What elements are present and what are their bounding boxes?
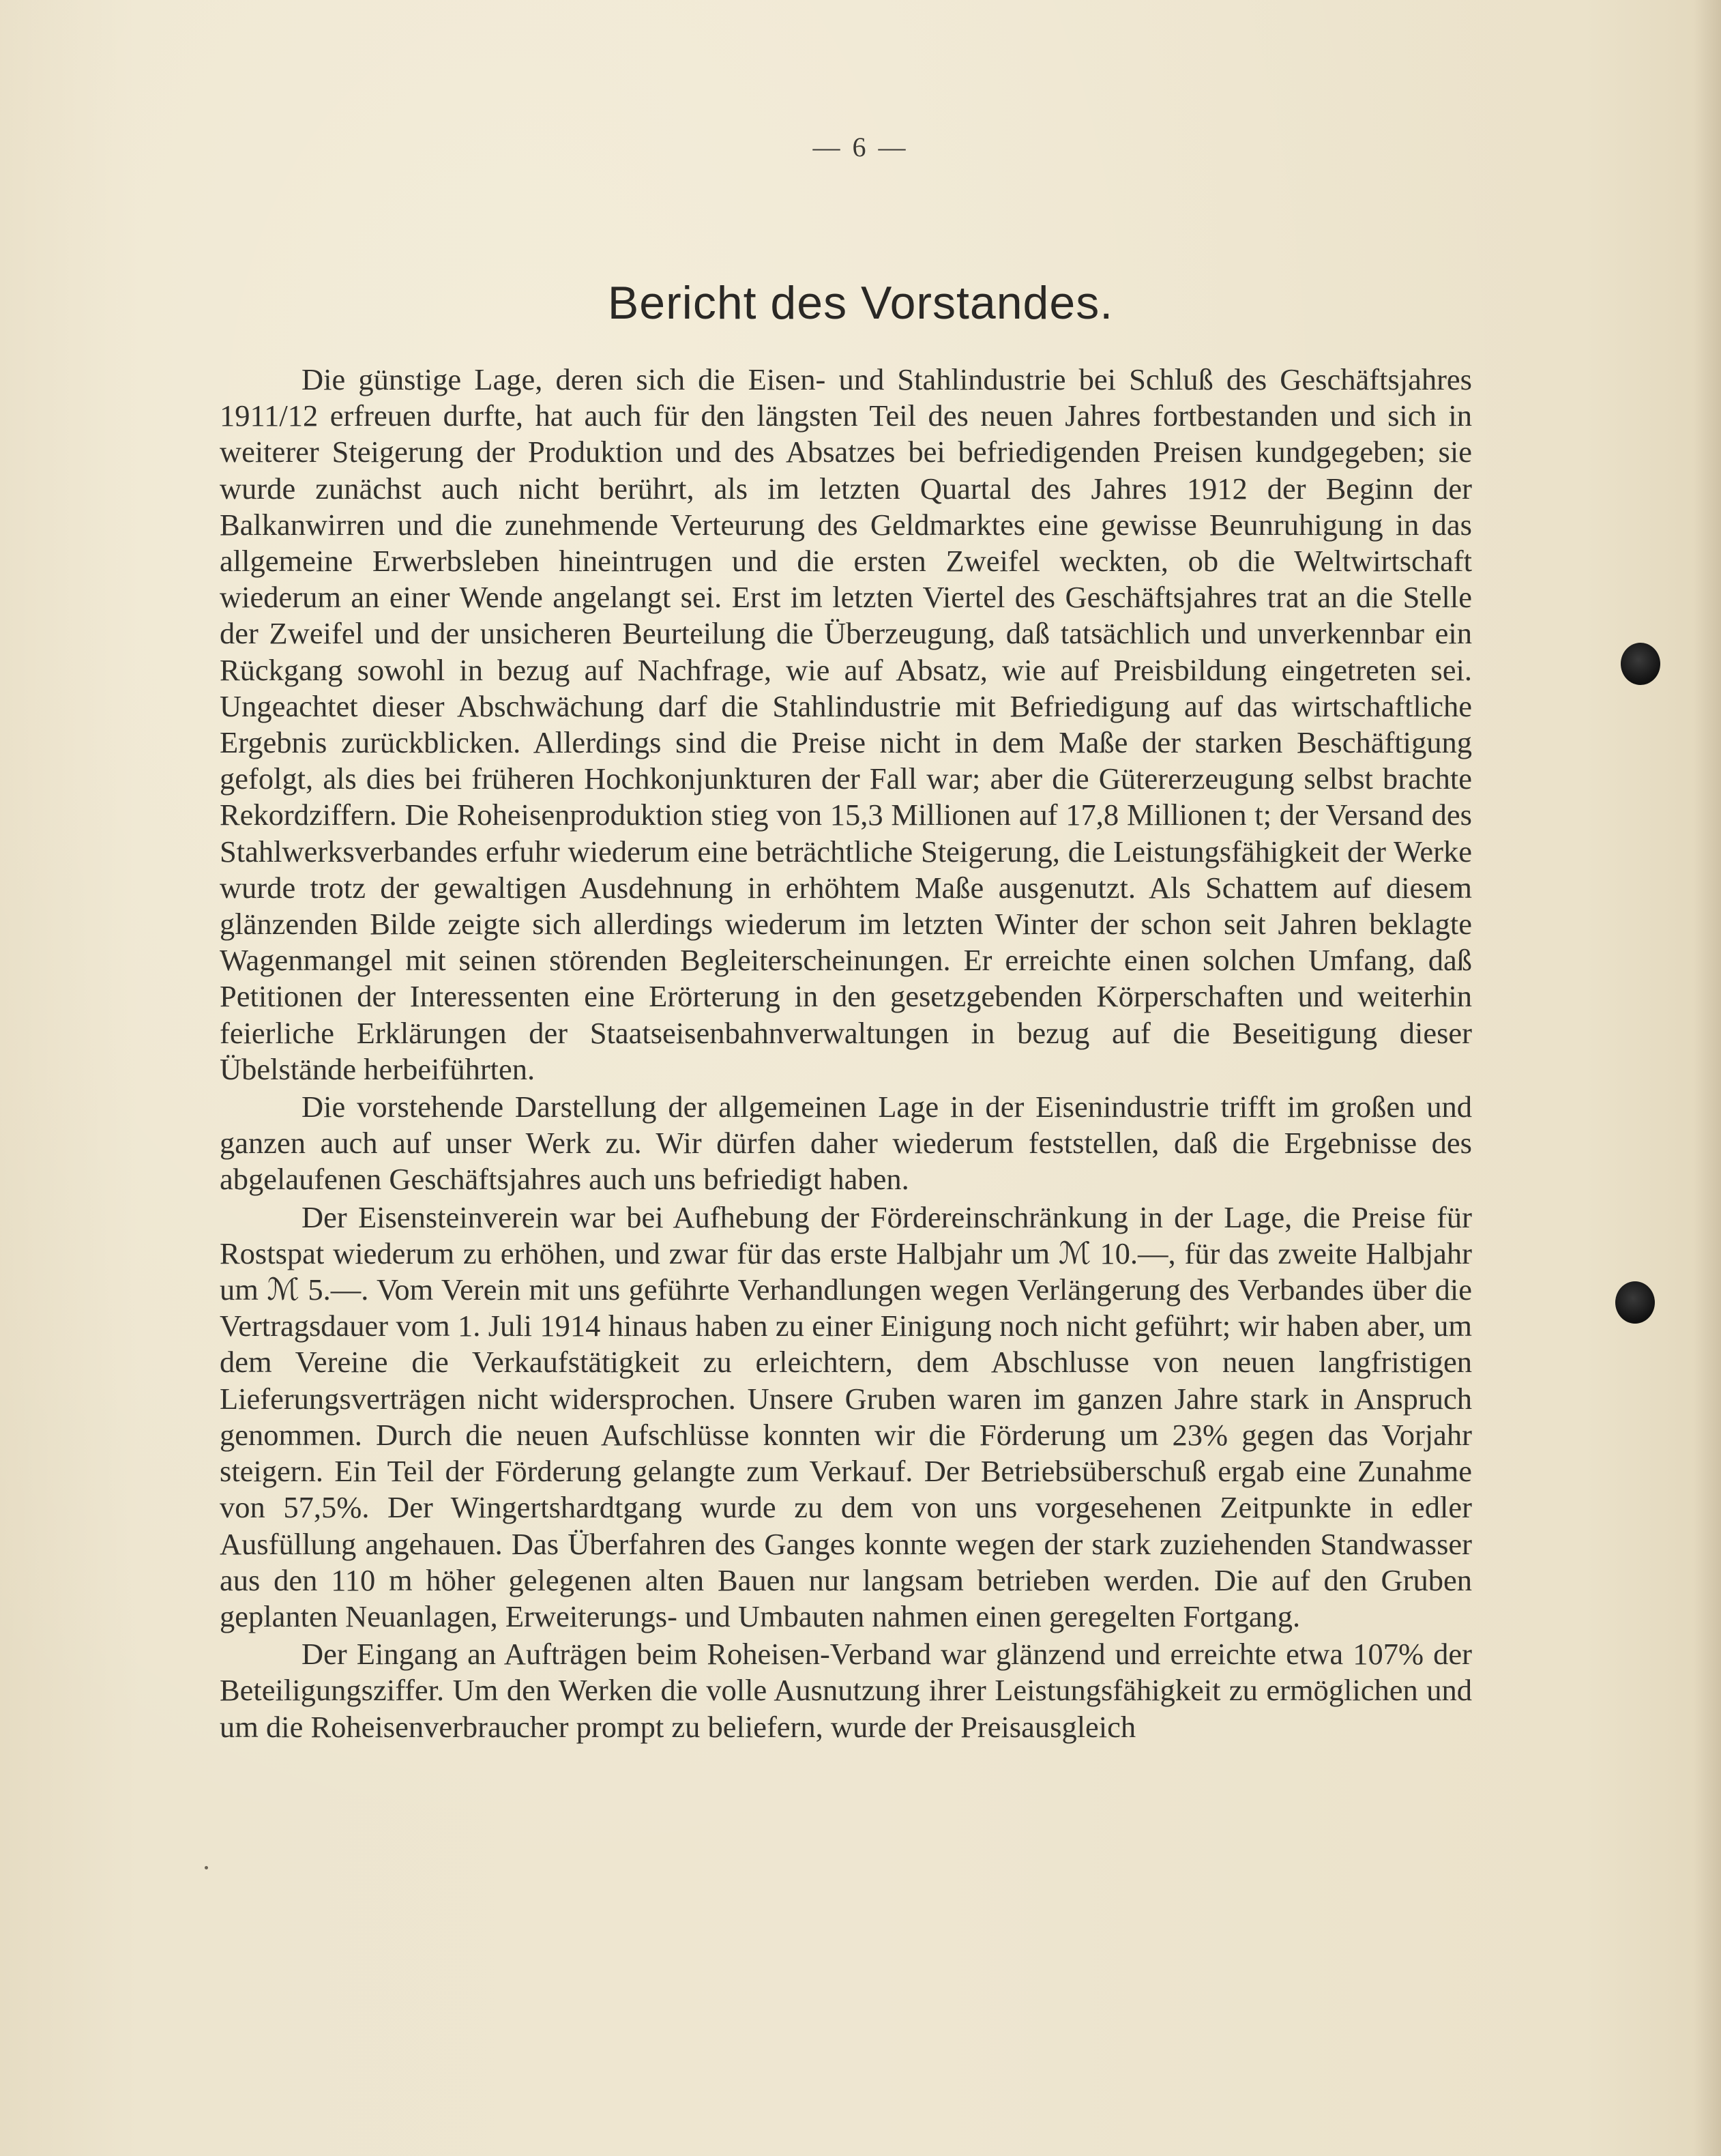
paragraph-company-results: Die vorstehende Darstellung der allgemeinen Lage in der Eisenindustrie trifft im großen und ganzen auch auf unser Werk zu. Wir dürfen daher wiederum feststellen, daß die Ergebnisse des abgelaufenen Geschäftsjahres auch uns befriedigt haben. xyxy=(220,1090,1472,1197)
page-number: — 6 — xyxy=(812,132,909,162)
paragraph-market-situation: Die günstige Lage, deren sich die Eisen- und Stahlindustrie bei Schluß des Geschäftsjahres 1911/12 erfreuen durfte, hat auch für den längsten Teil des neuen Jahres fortbestanden und sich in weiterer Steigerung der Produktion und des Absatzes bei befriedigenden Preisen kundgegeben; sie wurde zunächst auch nicht berührt, als im letzten Quartal des Jahres 1912 der Beginn der Balkanwirren und die zunehmende Verteurung des Geldmarktes eine gewisse Beunruhigung in das allgemeine Erwerbsleben hineintrugen und die ersten Zweifel weckten, ob die Weltwirtschaft wiederum an einer Wende angelangt sei. Erst im letzten Viertel des Geschäftsjahres trat an die Stelle der Zweifel und der unsicheren Beurteilung die Überzeugung, daß tatsächlich und unverkennbar ein Rückgang sowohl in bezug auf Nachfrage, wie auf Absatz, wie auf Preisbildung eingetreten sei. Ungeachtet dieser Abschwächung darf die Stahlindustrie mit Befriedigung auf das wirtschaftliche Ergebnis zurückblicken. Allerdings sind die Preise nicht in dem Maße der starken Beschäftigung gefolgt, als dies bei früheren Hochkonjunkturen der Fall war; aber die Gütererzeugung selbst brachte Rekordziffern. Die Roheisenproduktion stieg von 15,3 Millionen auf 17,8 Millionen t; der Versand des Stahlwerksverbandes erfuhr wiederum eine beträchtliche Steigerung, die Leistungsfähigkeit der Werke wurde trotz der gewaltigen Ausdehnung in erhöhtem Maße ausgenutzt. Als Schattem auf diesem glänzenden Bilde zeigte sich allerdings wiederum im letzten Winter der schon seit Jahren beklagte Wagenmangel mit seinen störenden Begleiterscheinungen. Er erreichte einen solchen Umfang, daß Petitionen der Interessenten eine Erörterung in den gesetzgebenden Körperschaften und weiterhin feierliche Erklärungen der Staatseisenbahnverwaltungen in bezug auf die Beseitigung dieser Übelstände herbeiführten. xyxy=(220,362,1472,1086)
paper-speck xyxy=(205,1866,208,1869)
report-body xyxy=(220,362,1472,1745)
paragraph-ironstone-mining: Der Eisensteinverein war bei Aufhebung der Fördereinschränkung in der Lage, die Preise für Rostspat wiederum zu erhöhen, und zwar für das erste Halbjahr um ℳ 10.—, für das zweite Halbjahr um ℳ 5.—. Vom Verein mit uns geführte Verhandlungen wegen Verlängerung des Verbandes über die Vertragsdauer vom 1. Juli 1914 hinaus haben zu einer Einigung noch nicht geführt; wir haben aber, um dem Vereine die Verkaufstätigkeit zu erleichtern, dem Abschlusse von neuen langfristigen Lieferungsverträgen nicht widersprochen. Unsere Gruben waren im ganzen Jahre stark in Anspruch genommen. Durch die neuen Aufschlüsse konnten wir die Förderung um 23% gegen das Vorjahr steigern. Ein Teil der Förderung gelangte zum Verkauf. Der Betriebsüberschuß ergab eine Zunahme von 57,5%. Der Wingertshardtgang wurde zu dem von uns vorgesehenen Zeitpunkte in edler Ausfüllung angehauen. Das Überfahren des Ganges konnte wegen der stark zuziehenden Standwasser aus den 110 m höher gelegenen alten Bauen nur langsam betrieben werden. Die auf den Gruben geplanten Neuanlagen, Erweiterungs- und Umbauten nahmen einen geregelten Fortgang. xyxy=(220,1199,1472,1633)
punch-hole-lower xyxy=(1615,1281,1655,1324)
page-title: Bericht des Vorstandes. xyxy=(607,277,1114,329)
punch-hole-upper xyxy=(1621,643,1660,685)
paragraph-pig-iron-orders: Der Eingang an Aufträgen beim Roheisen-Verband war glänzend und erreichte etwa 107% der Beteiligungsziffer. Um den Werken die volle Ausnutzung ihrer Leistungsfähigkeit zu ermöglichen und um die Roheisenverbraucher prompt zu beliefern, wurde der Preisausgleich xyxy=(220,1637,1472,1744)
page-edge-shadow xyxy=(1694,0,1721,2156)
